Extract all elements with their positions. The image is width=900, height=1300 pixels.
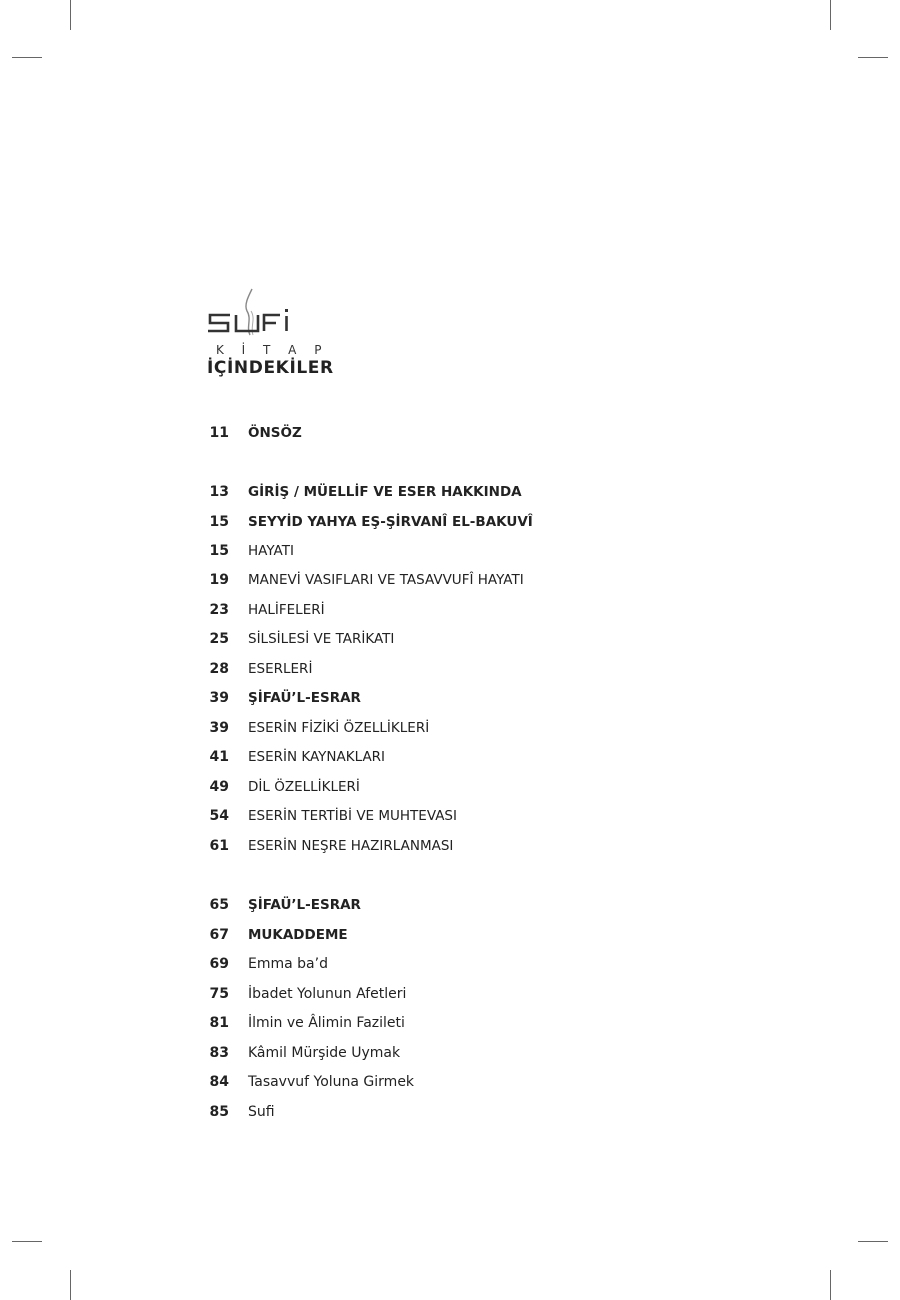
toc-entry-title: Sufi: [248, 1104, 275, 1120]
toc-entry: [0, 720, 700, 740]
toc-page-number: 25: [209, 631, 229, 647]
toc-entry-title: ESERİN NEŞRE HAZIRLANMASI: [248, 838, 454, 854]
toc-entry: [0, 602, 700, 622]
toc-entry-title: İlmin ve Âlimin Fazileti: [248, 1015, 405, 1031]
toc-page-number: 69: [209, 956, 229, 972]
toc-entry: [0, 690, 700, 710]
toc-entry-title: MANEVİ VASIFLARI VE TASAVVUFÎ HAYATI: [248, 572, 524, 588]
toc-page-number: 54: [209, 808, 229, 824]
toc-entry-title: ŞİFAÜ’L-ESRAR: [248, 897, 361, 913]
toc-page-number: 13: [209, 484, 229, 500]
toc-entry: [0, 425, 700, 445]
toc-entry-title: İbadet Yolunun Afetleri: [248, 986, 407, 1002]
toc-entry: [0, 631, 700, 651]
toc-page-number: 15: [209, 514, 229, 530]
toc-entry-title: HALİFELERİ: [248, 602, 325, 618]
toc-entry: [0, 1015, 700, 1035]
toc-page-number: 49: [209, 779, 229, 795]
toc-entry-title: Emma ba’d: [248, 956, 328, 972]
toc-page-number: 84: [209, 1074, 229, 1090]
toc-entry: [0, 956, 700, 976]
toc-entry-title: ESERİN KAYNAKLARI: [248, 749, 386, 765]
toc-entry-title: SİLSİLESİ VE TARİKATI: [248, 631, 395, 647]
toc-entry: [0, 514, 700, 534]
toc-entry: [0, 661, 700, 681]
toc-entry: [0, 986, 700, 1006]
toc-entry-title: DİL ÖZELLİKLERİ: [248, 779, 360, 795]
toc-page-number: 83: [209, 1045, 229, 1061]
toc-page-number: 65: [209, 897, 229, 913]
toc-entry-title: MUKADDEME: [248, 927, 348, 943]
toc-entry-title: ESERİN TERTİBİ VE MUHTEVASI: [248, 808, 457, 824]
logo-subtitle: K İ T A P: [216, 343, 329, 357]
toc-entry: [0, 927, 700, 947]
toc-entry: [0, 1104, 700, 1124]
toc-entry: [0, 749, 700, 769]
toc-page-number: 61: [209, 838, 229, 854]
toc-page-number: 85: [209, 1104, 229, 1120]
toc-page-number: 75: [209, 986, 229, 1002]
toc-entry: [0, 838, 700, 858]
toc-page-number: 39: [209, 720, 229, 736]
toc-entry: [0, 484, 700, 504]
toc-entry: [0, 543, 700, 563]
toc-entry-title: Kâmil Mürşide Uymak: [248, 1045, 401, 1061]
toc-page-number: 28: [209, 661, 229, 677]
toc-entry-title: GİRİŞ / MÜELLİF VE ESER HAKKINDA: [248, 484, 522, 500]
toc-entry-title: ÖNSÖZ: [248, 425, 302, 441]
toc-page-number: 19: [209, 572, 229, 588]
toc-page-number: 81: [209, 1015, 229, 1031]
toc-page-number: 15: [209, 543, 229, 559]
page-title: İÇİNDEKİLER: [207, 358, 334, 378]
toc-entry-title: HAYATI: [248, 543, 294, 559]
toc-entry: [0, 572, 700, 592]
toc-page-number: 23: [209, 602, 229, 618]
toc-page-number: 41: [209, 749, 229, 765]
toc-entry-title: SEYYİD YAHYA EŞ-ŞİRVANÎ EL-BAKUVÎ: [248, 514, 533, 530]
toc-entry: [0, 1045, 700, 1065]
toc-page-number: 39: [209, 690, 229, 706]
toc-page-number: 11: [209, 425, 229, 441]
toc-entry-title: Tasavvuf Yoluna Girmek: [248, 1074, 415, 1090]
toc-entry-title: ESERİN FİZİKİ ÖZELLİKLERİ: [248, 720, 430, 736]
toc-page-number: 67: [209, 927, 229, 943]
toc-entry: [0, 897, 700, 917]
toc-entry: [0, 1074, 700, 1094]
toc-entry-title: ESERLERİ: [248, 661, 313, 677]
toc-entry: [0, 808, 700, 828]
toc-entry-title: ŞİFAÜ’L-ESRAR: [248, 690, 361, 706]
toc-entry: [0, 779, 700, 799]
